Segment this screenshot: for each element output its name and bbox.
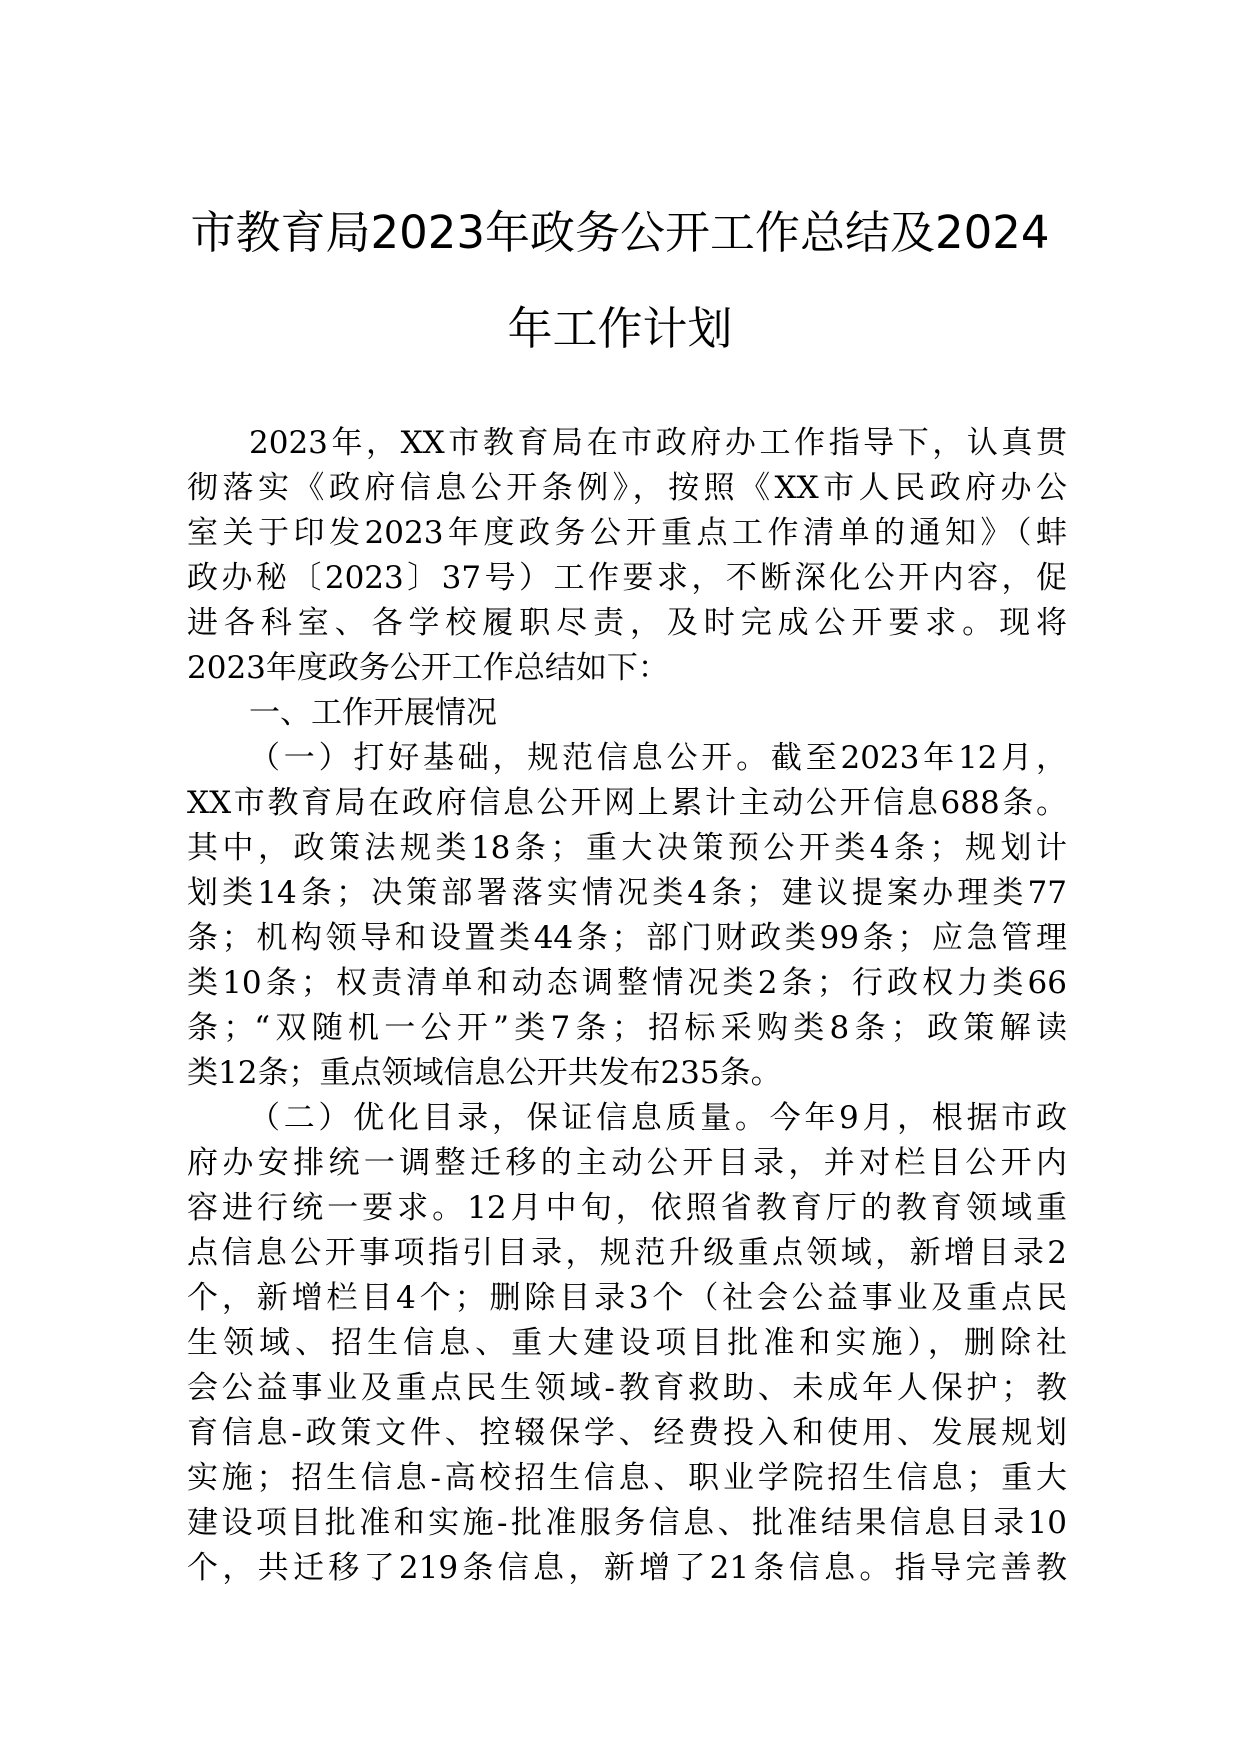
body-line: （二）优化目录，保证信息质量。今年9月，根据市政 — [249, 1100, 1067, 1136]
body-line: 个，共迁移了219条信息，新增了21条信息。指导完善教 — [187, 1550, 1067, 1586]
body-line: （一）打好基础，规范信息公开。截至2023年12月， — [249, 740, 1067, 776]
body-line: 2023年，XX市教育局在市政府办工作指导下，认真贯 — [249, 425, 1067, 461]
body-line: 进各科室、各学校履职尽责，及时完成公开要求。现将 — [187, 605, 1067, 641]
body-line: 个，新增栏目4个；删除目录3个（社会公益事业及重点民 — [187, 1280, 1067, 1316]
body-line: 划类14条；决策部署落实情况类4条；建议提案办理类77 — [187, 875, 1067, 911]
body-line: 其中，政策法规类18条；重大决策预公开类4条；规划计 — [187, 830, 1067, 866]
section-heading: 一、工作开展情况 — [249, 695, 497, 731]
body-line: 类12条；重点领域信息公开共发布235条。 — [187, 1055, 782, 1091]
body-line: 育信息-政策文件、控辍保学、经费投入和使用、发展规划 — [187, 1415, 1067, 1451]
document-title — [150, 185, 1090, 377]
body-line: 容进行统一要求。12月中旬，依照省教育厅的教育领域重 — [187, 1190, 1067, 1226]
body-line: 点信息公开事项指引目录，规范升级重点领域，新增目录2 — [187, 1235, 1067, 1271]
body-line: 生领域、招生信息、重大建设项目批准和实施），删除社 — [187, 1325, 1067, 1361]
body-line: 府办安排统一调整迁移的主动公开目录，并对栏目公开内 — [187, 1145, 1067, 1181]
body-line: 条；机构领导和设置类44条；部门财政类99条；应急管理 — [187, 920, 1067, 956]
body-line: 2023年度政务公开工作总结如下： — [187, 650, 669, 686]
body-line: 会公益事业及重点民生领域-教育救助、未成年人保护；教 — [187, 1370, 1067, 1406]
title-line-2: 年工作计划 — [507, 302, 733, 355]
body-line: 建设项目批准和实施-批准服务信息、批准结果信息目录10 — [187, 1505, 1067, 1541]
body-line: 实施；招生信息-高校招生信息、职业学院招生信息；重大 — [187, 1460, 1067, 1496]
body-line: 类10条；权责清单和动态调整情况类2条；行政权力类66 — [187, 965, 1067, 1001]
body-line: 室关于印发2023年度政务公开重点工作清单的通知》（蚌 — [187, 515, 1067, 551]
body-line: 政办秘〔2023〕37号）工作要求，不断深化公开内容，促 — [187, 560, 1067, 596]
body-line: XX市教育局在政府信息公开网上累计主动公开信息688条。 — [187, 785, 1067, 821]
title-line-1: 市教育局2023年政务公开工作总结及2024 — [190, 206, 1050, 259]
body-line: 条；“双随机一公开”类7条；招标采购类8条；政策解读 — [187, 1010, 1067, 1046]
document-body — [187, 421, 1067, 1591]
body-line: 彻落实《政府信息公开条例》，按照《XX市人民政府办公 — [187, 470, 1067, 506]
